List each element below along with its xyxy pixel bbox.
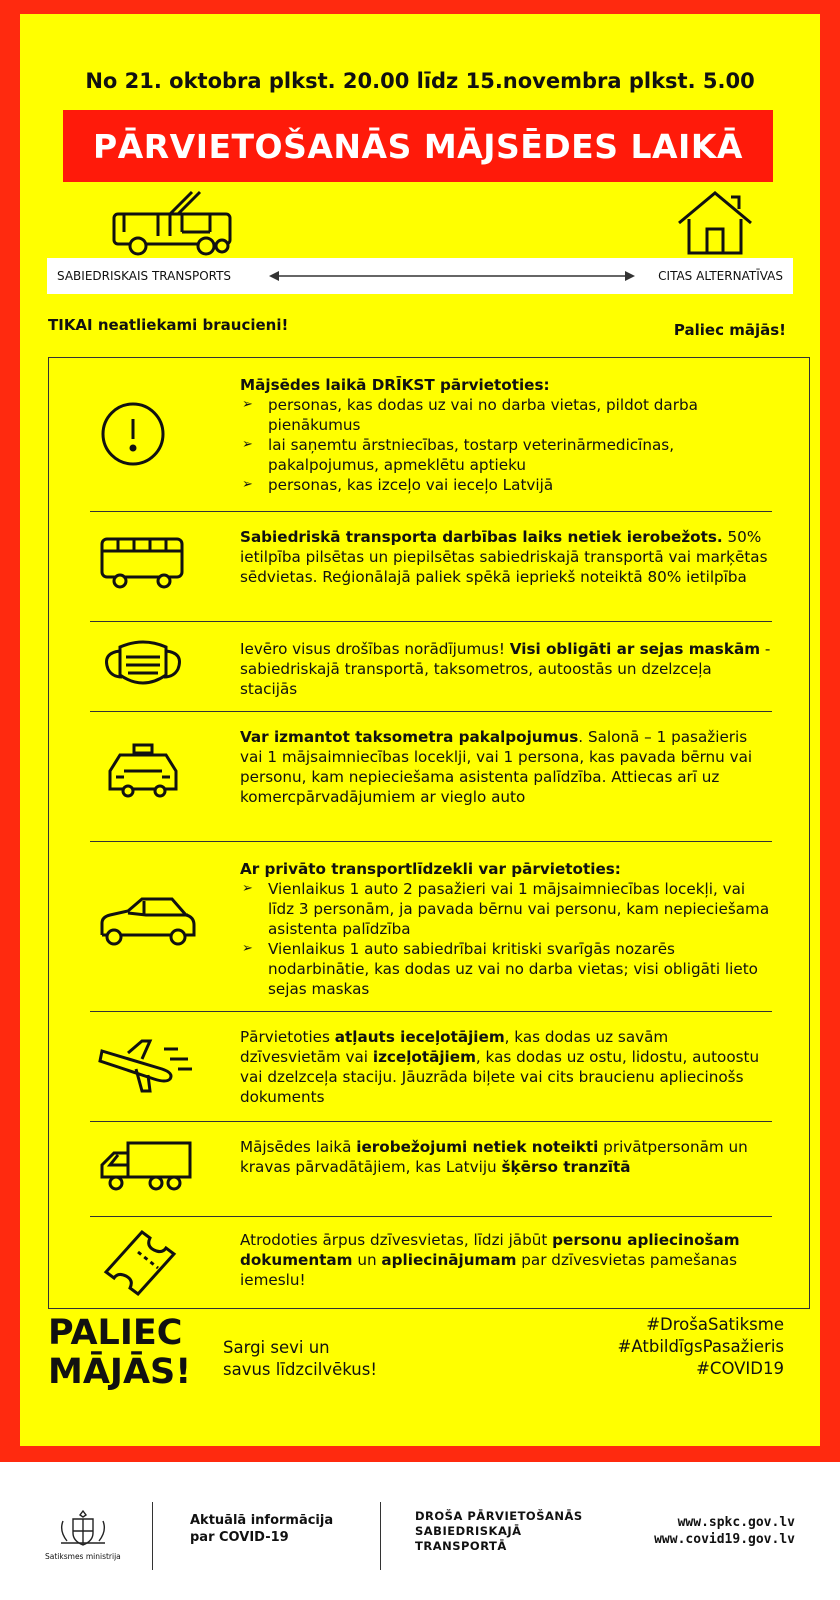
rule-car-bullet: ➢ Vienlaikus 1 auto sabiedrībai kritiski svarīgās nozarēs nodarbinātie, kas dodas uz vai no darba vietas; visi obligāti lieto sejas maskas xyxy=(240,939,772,999)
stay-home-slogan xyxy=(48,1314,191,1392)
mask-icon xyxy=(98,635,188,695)
rule-allowed-title: Mājsēdes laikā DRĪKST pārvietoties: xyxy=(240,376,550,394)
rule-car-bullet: ➢ Vienlaikus 1 auto 2 pasažieri vai 1 mājsaimniecības locekļi, vai līdz 3 personām, ja pavada bērnu vai personu, kam nepieciešama asistenta palīdzība xyxy=(240,879,772,939)
hashtag: #AtbildīgsPasažieris xyxy=(617,1337,784,1356)
covid-info-line: Aktuālā informācija xyxy=(190,1513,334,1528)
rule-doc-bold: personu apliecinošam dokumentam xyxy=(240,1231,740,1269)
truck-icon xyxy=(98,1137,194,1197)
bus-icon xyxy=(98,533,188,593)
rule-car-title: Ar privāto transportlīdzekli var pārvietoties: xyxy=(240,860,621,878)
website-links xyxy=(654,1514,795,1548)
hashtag: #COVID19 xyxy=(696,1359,784,1378)
rule-taxi xyxy=(90,711,772,842)
slogan-line: PALIEC xyxy=(48,1313,183,1353)
warning-icon xyxy=(98,399,168,469)
safe-travel-line: SABIEDRISKAJĀ xyxy=(415,1524,522,1538)
rule-mask-text: Ievēro visus drošības norādījumus! xyxy=(240,640,510,658)
rule-allowed xyxy=(90,369,772,512)
footer-divider xyxy=(152,1502,153,1570)
footer-divider xyxy=(380,1502,381,1570)
rule-mask-text: - sabiedriskajā transportā, taksometros, autoostās un dzelzceļa stacijās xyxy=(240,640,771,698)
rule-plane-bold: atļauts ieceļotājiem xyxy=(334,1028,505,1046)
rule-doc-text: Atrodoties ārpus dzīvesvietas, līdzi jābūt xyxy=(240,1231,553,1249)
rule-truck-text: Mājsēdes laikā xyxy=(240,1138,357,1156)
rule-plane-bold: izceļotājiem xyxy=(372,1048,476,1066)
house-icon xyxy=(675,189,755,257)
rule-plane-text: , kas dodas uz ostu, lidostu, autoostu vai dzelzceļa staciju. Jāuzrāda biļete vai cits braucienu apliecinošs dokuments xyxy=(240,1048,760,1106)
rule-document xyxy=(90,1216,772,1306)
strip-left-label: SABIEDRISKAIS TRANSPORTS xyxy=(57,269,232,283)
protect-line: Sargi sevi un xyxy=(223,1338,330,1357)
footer xyxy=(0,1462,840,1600)
strip-right-label: CITAS ALTERNATĪVAS xyxy=(658,269,783,283)
protect-line: savus līdzcilvēkus! xyxy=(223,1360,377,1379)
taxi-icon xyxy=(98,743,188,803)
rule-transport xyxy=(90,511,772,622)
car-icon xyxy=(98,897,198,951)
rule-car xyxy=(90,841,772,1012)
rule-truck-bold: ierobežojumi netiek noteikti xyxy=(356,1138,599,1156)
ministry-logo xyxy=(45,1507,121,1561)
hashtags xyxy=(618,1314,784,1380)
rule-taxi-text: . Salonā – 1 pasažieris vai 1 mājsaimniecības loceklji, vai 1 persona, kas pavada bērnu vai personu, kam nepieciešama asistenta palīdzība. Attiecas arī uz komercpārvadājumiem ar vieglo auto xyxy=(240,728,753,806)
title-banner: PĀRVIETOŠANĀS MĀJSĒDES LAIKĀ xyxy=(63,110,773,182)
rule-mask xyxy=(90,621,772,712)
rule-plane xyxy=(90,1011,772,1122)
rule-mask-bold: Visi obligāti ar sejas maskām xyxy=(509,640,761,658)
rule-transport-text: 50% ietilpība pilsētas un piepilsētas sabiedriskajā transportā vai marķētas sēdvietas. Reģionālajā paliek spēkā iepriekš noteiktā 80% ietilpība xyxy=(240,528,768,586)
stay-home-note: Paliec mājās! xyxy=(673,321,786,339)
safe-travel-line: DROŠA PĀRVIETOŠANĀS xyxy=(415,1509,583,1523)
transport-strip xyxy=(47,258,793,294)
hashtag: #DrošaSatiksme xyxy=(646,1315,784,1334)
covid-info-line: par COVID-19 xyxy=(190,1530,289,1545)
rule-truck-text: privātpersonām un kravas pārvadātājiem, kas Latviju xyxy=(240,1138,748,1176)
rule-doc-text: un xyxy=(352,1251,382,1269)
essential-trips-note: TIKAI neatliekami braucieni! xyxy=(48,316,289,334)
rule-doc-bold: apliecinājumam xyxy=(381,1251,517,1269)
ticket-icon xyxy=(98,1226,188,1298)
rule-truck-bold: šķērso tranzītā xyxy=(501,1158,631,1176)
rule-taxi-bold: Var izmantot taksometra pakalpojumus xyxy=(240,728,579,746)
ministry-name: Satiksmes ministrija xyxy=(45,1552,121,1561)
rule-transport-bold: Sabiedriskā transporta darbības laiks netiek ierobežots. xyxy=(240,528,723,546)
website-link[interactable]: www.spkc.gov.lv xyxy=(677,1515,795,1530)
coat-of-arms-icon xyxy=(55,1507,111,1547)
rule-allowed-bullet: ➢ personas, kas izceļo vai ieceļo Latvijā xyxy=(240,475,772,495)
rule-plane-text: , kas dodas uz savām dzīvesvietām vai xyxy=(240,1028,669,1066)
covid-info xyxy=(190,1512,333,1546)
date-range: No 21. oktobra plkst. 20.00 līdz 15.novembra plkst. 5.00 xyxy=(85,69,755,93)
rule-allowed-bullet: ➢ personas, kas dodas uz vai no darba vietas, pildot darba pienākumus xyxy=(240,395,772,435)
rule-truck xyxy=(90,1121,772,1217)
rule-doc-text: par dzīvesvietas pamešanas iemeslu! xyxy=(240,1251,738,1289)
rule-plane-text: Pārvietoties xyxy=(240,1028,335,1046)
rule-allowed-bullet: ➢ lai saņemtu ārstniecības, tostarp veterinārmedicīnas, pakalpojumus, apmeklētu aptieku xyxy=(240,435,772,475)
website-link[interactable]: www.covid19.gov.lv xyxy=(654,1532,795,1547)
slogan-line: MĀJĀS! xyxy=(48,1352,192,1392)
safe-travel-line: TRANSPORTĀ xyxy=(415,1539,507,1553)
protect-message xyxy=(223,1337,377,1381)
double-arrow-icon xyxy=(267,266,637,286)
airplane-icon xyxy=(98,1033,198,1097)
poster xyxy=(20,14,820,1446)
safe-travel-label xyxy=(415,1509,583,1554)
trolleybus-icon xyxy=(110,186,240,258)
